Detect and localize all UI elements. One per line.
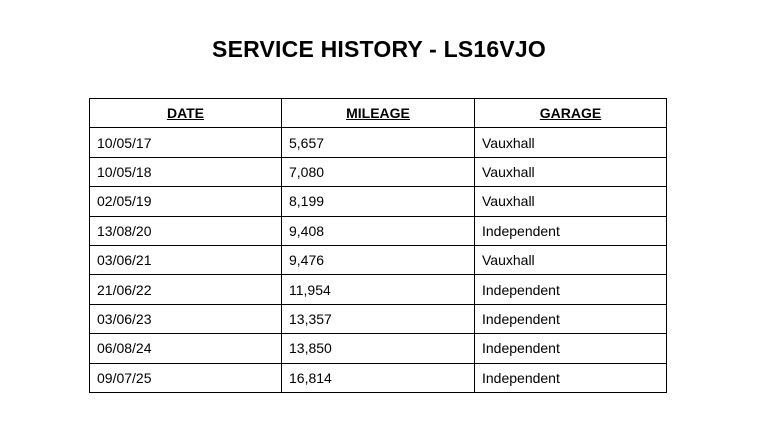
mileage-cell: 9,476 (282, 245, 475, 274)
date-cell: 02/05/19 (90, 187, 282, 216)
mileage-cell: 13,357 (282, 304, 475, 333)
table-row (90, 245, 667, 274)
header-row (90, 99, 667, 128)
mileage-cell: 16,814 (282, 363, 475, 392)
service-history-table (89, 98, 667, 393)
mileage-cell: 5,657 (282, 128, 475, 157)
mileage-cell: 9,408 (282, 216, 475, 245)
table-row (90, 216, 667, 245)
garage-cell: Independent (475, 275, 667, 304)
date-cell: 03/06/21 (90, 245, 282, 274)
date-cell: 06/08/24 (90, 334, 282, 363)
garage-cell: Vauxhall (475, 245, 667, 274)
garage-cell: Independent (475, 216, 667, 245)
garage-cell: Independent (475, 363, 667, 392)
mileage-column-header: MILEAGE (282, 99, 475, 128)
garage-cell: Vauxhall (475, 157, 667, 186)
date-cell: 09/07/25 (90, 363, 282, 392)
garage-column-header: GARAGE (475, 99, 667, 128)
garage-cell: Independent (475, 304, 667, 333)
mileage-cell: 7,080 (282, 157, 475, 186)
table-row (90, 334, 667, 363)
mileage-cell: 13,850 (282, 334, 475, 363)
page-title: SERVICE HISTORY - LS16VJO (212, 36, 546, 62)
table-row (90, 128, 667, 157)
garage-cell: Vauxhall (475, 128, 667, 157)
table-row (90, 275, 667, 304)
date-cell: 21/06/22 (90, 275, 282, 304)
table-row (90, 363, 667, 392)
table-row (90, 187, 667, 216)
date-cell: 10/05/17 (90, 128, 282, 157)
garage-cell: Independent (475, 334, 667, 363)
mileage-cell: 8,199 (282, 187, 475, 216)
garage-cell: Vauxhall (475, 187, 667, 216)
date-cell: 10/05/18 (90, 157, 282, 186)
table-row (90, 304, 667, 333)
date-cell: 03/06/23 (90, 304, 282, 333)
mileage-cell: 11,954 (282, 275, 475, 304)
table-row (90, 157, 667, 186)
date-cell: 13/08/20 (90, 216, 282, 245)
date-column-header: DATE (90, 99, 282, 128)
